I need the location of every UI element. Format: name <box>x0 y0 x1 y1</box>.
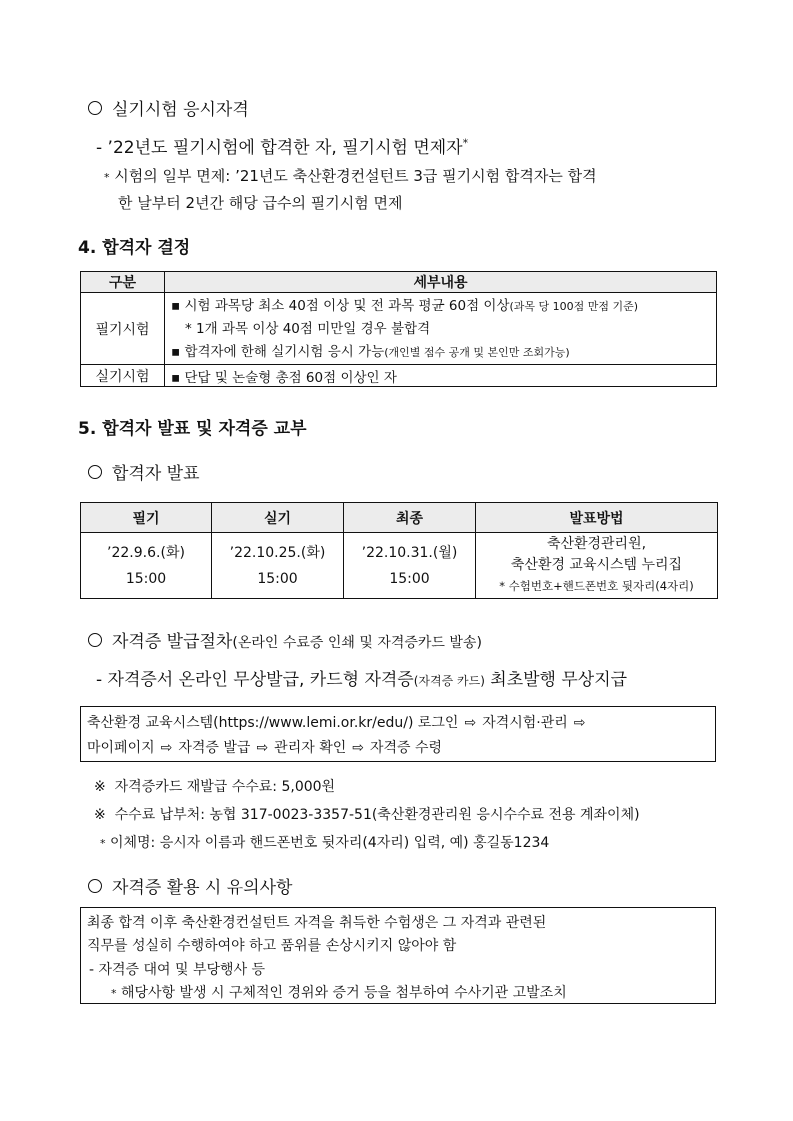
circle-bullet-icon <box>88 465 102 479</box>
issue-procedure-box <box>80 706 716 762</box>
caution-line-1: 최종 합격 이후 축산환경컨설턴트 자격을 취득한 수험생은 그 자격과 관련된 <box>87 915 547 931</box>
caution-line-4: * 해당사항 발생 시 구체적인 경위와 증거 등을 첨부하여 수사기관 고발조치 <box>111 985 567 1001</box>
table-cell: ’22.9.6.(화) 15:00 <box>81 533 212 599</box>
arrow-right-icon: ⇨ <box>352 740 364 756</box>
circle-bullet-icon <box>88 633 102 647</box>
issue-line: - 자격증서 온라인 무상발급, 카드형 자격증(자격증 카드) 최초발행 무상지급 <box>96 670 628 690</box>
s3-note-line1: * 시험의 일부 면제: ’21년도 축산환경컨설턴트 3급 필기시험 합격자는 합격 <box>104 167 597 185</box>
arrow-right-icon: ⇨ <box>573 715 586 731</box>
table-header-row <box>81 272 717 293</box>
s3-note-line2: 한 날부터 2년간 해당 급수의 필기시험 면제 <box>118 194 403 212</box>
table-row <box>81 533 718 599</box>
procedure-line-2: 마이페이지 ⇨ 자격증 발급 ⇨ 관리자 확인 ⇨ 자격증 수령 <box>87 740 443 756</box>
table-header: 발표방법 <box>476 503 718 533</box>
fee-line-3: * 이체명: 응시자 이름과 핸드폰번호 뒷자리(4자리) 입력, 예) 홍길동1234 <box>100 835 550 851</box>
table-cell <box>165 293 717 365</box>
table-header: 실기 <box>212 503 344 533</box>
table-header-row <box>81 503 718 533</box>
written-note: * 1개 과목 이상 40점 미만일 경우 불합격 <box>185 321 431 337</box>
ann-heading: 합격자 발표 <box>88 459 200 484</box>
written-bullet-1: ▪ 시험 과목당 최소 40점 이상 및 전 과목 평균 60점 이상(과목 당 100점 만점 기준) <box>171 298 639 314</box>
table-row <box>81 365 717 387</box>
arrow-right-icon: ⇨ <box>256 740 269 756</box>
fee-line-2: ※ 수수료 납부처: 농협 317-0023-3357-51(축산환경관리원 응시수수료 전용 계좌이체) <box>94 807 640 823</box>
caution-box <box>80 907 716 1004</box>
table-header: 세부내용 <box>165 272 717 293</box>
s3-heading: 실기시험 응시자격 <box>88 95 249 120</box>
table-cell: 필기시험 <box>81 293 165 365</box>
table-cell: ’22.10.25.(화) 15:00 <box>212 533 344 599</box>
table-row <box>81 293 717 365</box>
arrow-right-icon: ⇨ <box>160 740 173 756</box>
caution-line-2: 직무를 성실히 수행하여야 하고 품위를 손상시키지 않아야 함 <box>87 938 457 954</box>
written-bullet-2: ▪ 합격자에 한해 실기시험 응시 가능(개인별 점수 공개 및 본인만 조회가능) <box>171 344 570 360</box>
fee-line-1: ※ 자격증카드 재발급 수수료: 5,000원 <box>94 779 336 795</box>
table-header: 필기 <box>81 503 212 533</box>
s5-title: 5. 합격자 발표 및 자격증 교부 <box>78 419 307 439</box>
s4-title: 4. 합격자 결정 <box>78 238 191 258</box>
circle-bullet-icon <box>88 879 102 893</box>
s3-line1: - ’22년도 필기시험에 합격한 자, 필기시험 면제자* <box>96 136 469 158</box>
table-cell: ’22.10.31.(월) 15:00 <box>344 533 476 599</box>
table-header: 구분 <box>81 272 165 293</box>
procedure-line-1: 축산환경 교육시스템(https://www.lemi.or.kr/edu/) 로그인 ⇨ 자격시험·관리 ⇨ <box>87 712 592 732</box>
arrow-right-icon: ⇨ <box>464 715 477 731</box>
pass-criteria-table <box>80 271 717 387</box>
table-header: 최종 <box>344 503 476 533</box>
announcement-table <box>80 502 718 599</box>
table-cell: 실기시험 <box>81 365 165 387</box>
caution-heading: 자격증 활용 시 유의사항 <box>88 873 292 898</box>
circle-bullet-icon <box>88 101 102 115</box>
caution-line-3: - 자격증 대여 및 부당행사 등 <box>89 962 266 978</box>
table-cell: ▪ 단답 및 논술형 총점 60점 이상인 자 <box>165 365 717 387</box>
issue-heading: 자격증 발급절차(온라인 수료증 인쇄 및 자격증카드 발송) <box>88 627 482 652</box>
table-cell: 축산환경관리원, 축산환경 교육시스템 누리집 * 수험번호+핸드폰번호 뒷자리(4자리) <box>476 533 718 599</box>
